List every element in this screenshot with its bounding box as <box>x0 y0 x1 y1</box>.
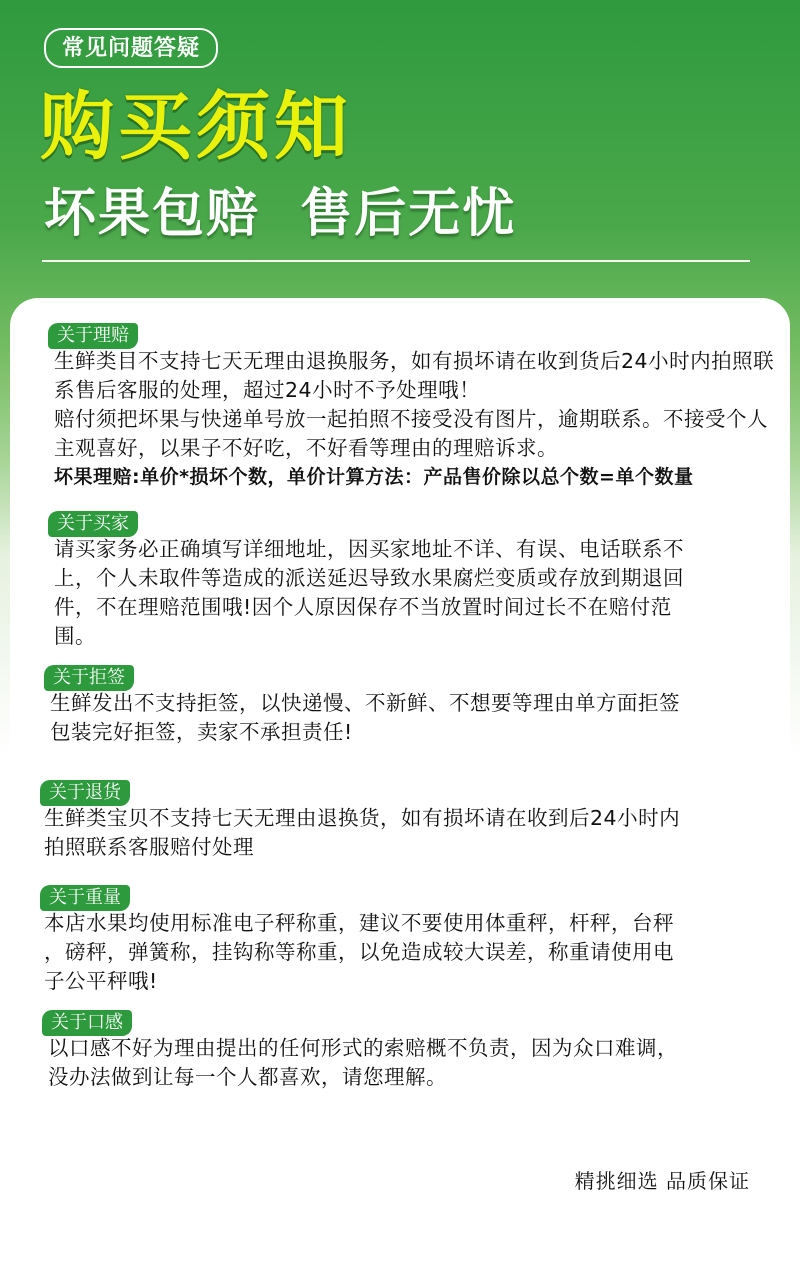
buyer-line: 上，个人未取件等造成的派送延迟导致水果腐烂变质或存放到期退回 <box>54 566 684 590</box>
weight-line: ，磅秤，弹簧称，挂钩称等称重，以免造成较大误差，称重请使用电 <box>44 940 674 964</box>
section-claims-body <box>54 347 784 492</box>
buyer-line: 请买家务必正确填写详细地址，因买家地址不详、有误、电话联系不 <box>54 537 684 561</box>
header-pill: 常见问题答疑 <box>44 28 218 68</box>
weight-line: 子公平秤哦! <box>44 969 158 993</box>
claims-formula-line: 坏果理赔:单价*损坏个数，单价计算方法：产品售价除以总个数=单个数量 <box>54 466 694 488</box>
section-return-tag: 关于退货 <box>40 780 130 806</box>
section-buyer-tag: 关于买家 <box>48 511 138 537</box>
reject-line: 生鲜发出不支持拒签，以快递慢、不新鲜、不想要等理由单方面拒签 <box>50 691 680 715</box>
return-line: 拍照联系客服赔付处理 <box>44 835 254 859</box>
claims-line: 主观喜好，以果子不好吃，不好看等理由的理赔诉求。 <box>54 436 558 460</box>
taste-line: 以口感不好为理由提出的任何形式的索赔概不负责，因为众口难调， <box>48 1036 678 1060</box>
reject-line: 包装完好拒签，卖家不承担责任! <box>50 720 353 744</box>
section-taste-tag: 关于口感 <box>42 1010 132 1036</box>
return-line: 生鲜类宝贝不支持七天无理由退换货，如有损坏请在收到后24小时内 <box>44 806 681 830</box>
section-weight-tag: 关于重量 <box>40 885 130 911</box>
section-claims-tag: 关于理赔 <box>48 323 138 349</box>
claims-line: 系售后客服的处理，超过24小时不予处理哦！ <box>54 378 481 402</box>
taste-line: 没办法做到让每一个人都喜欢，请您理解。 <box>48 1065 447 1089</box>
claims-line: 赔付须把坏果与快递单号放一起拍照不接受没有图片，逾期联系。不接受个人 <box>54 407 768 431</box>
page-title: 购买须知 <box>40 84 352 170</box>
section-return-body <box>44 804 774 862</box>
footer-slogan: 精挑细选 品质保证 <box>574 1169 750 1193</box>
buyer-line: 件，不在理赔范围哦!因个人原因保存不当放置时间过长不在赔付范 <box>54 595 672 619</box>
buyer-line: 围。 <box>54 624 96 648</box>
page-subtitle: 坏果包赔 售后无忧 <box>44 183 517 244</box>
section-taste-body <box>48 1034 778 1092</box>
header-divider <box>42 260 750 262</box>
claims-line: 生鲜类目不支持七天无理由退换服务，如有损坏请在收到货后24小时内拍照联 <box>54 349 775 373</box>
section-buyer-body <box>54 535 784 651</box>
section-weight-body <box>44 909 774 996</box>
section-reject-tag: 关于拒签 <box>44 665 134 691</box>
weight-line: 本店水果均使用标准电子秤称重，建议不要使用体重秤，杆秤，台秤 <box>44 911 674 935</box>
section-reject-body <box>50 689 780 747</box>
